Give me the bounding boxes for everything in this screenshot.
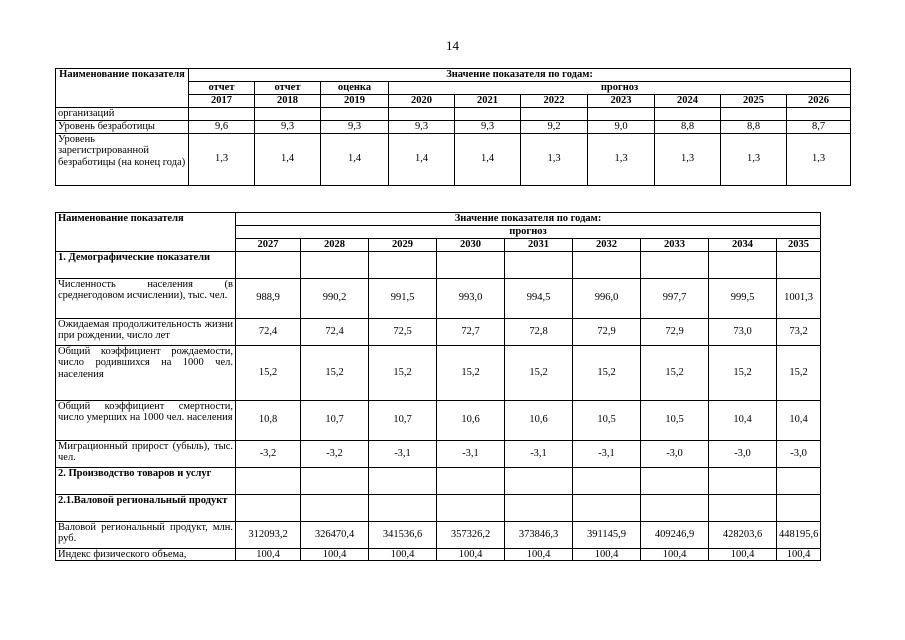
year-header: 2031 — [505, 238, 573, 251]
value-cell: 72,7 — [437, 318, 505, 345]
row-name: Общий коэффициент смертности, число умерших на 1000 чел. населения — [56, 400, 236, 440]
value-cell: 391145,9 — [573, 521, 641, 548]
value-cell: 326470,4 — [301, 521, 369, 548]
value-cell: 997,7 — [641, 278, 709, 318]
value-cell: 1,4 — [455, 133, 521, 185]
value-cell — [437, 251, 505, 278]
section-row — [56, 251, 821, 278]
value-cell — [777, 467, 821, 494]
value-cell: 15,2 — [369, 345, 437, 400]
value-cell: 100,4 — [573, 548, 641, 561]
year-header: 2027 — [236, 238, 301, 251]
value-cell: 1001,3 — [777, 278, 821, 318]
indicators-table-2027-2035 — [55, 212, 821, 561]
value-cell — [455, 107, 521, 120]
year-header: 2018 — [255, 94, 321, 107]
year-header: 2033 — [641, 238, 709, 251]
value-cell: -3,1 — [369, 440, 437, 467]
value-cell: 10,6 — [505, 400, 573, 440]
col-type: отчет — [255, 82, 321, 95]
value-cell: 8,8 — [655, 120, 721, 133]
value-cell: -3,2 — [236, 440, 301, 467]
year-header: 2024 — [655, 94, 721, 107]
year-header: 2026 — [787, 94, 851, 107]
row-name: Общий коэффициент рождаемости, число родившихся на 1000 чел. населения — [56, 345, 236, 400]
value-cell: 9,3 — [321, 120, 389, 133]
year-header: 2028 — [301, 238, 369, 251]
year-header: 2023 — [588, 94, 655, 107]
value-cell: 994,5 — [505, 278, 573, 318]
value-cell: 15,2 — [437, 345, 505, 400]
value-cell: 1,3 — [588, 133, 655, 185]
value-cell: 72,5 — [369, 318, 437, 345]
value-cell: 15,2 — [641, 345, 709, 400]
value-cell: 100,4 — [709, 548, 777, 561]
name-header: Наименование показателя — [56, 69, 189, 108]
value-cell: 1,4 — [321, 133, 389, 185]
row-name: Уровень безработицы — [56, 120, 189, 133]
year-header: 2035 — [777, 238, 821, 251]
value-cell — [437, 494, 505, 521]
value-cell: 341536,6 — [369, 521, 437, 548]
value-cell — [301, 467, 369, 494]
name-header: Наименование показателя — [56, 213, 236, 252]
value-cell — [709, 494, 777, 521]
table-row — [56, 440, 821, 467]
value-cell: 8,8 — [721, 120, 787, 133]
value-cell: 1,3 — [521, 133, 588, 185]
value-cell: 9,2 — [521, 120, 588, 133]
value-cell: -3,0 — [709, 440, 777, 467]
value-cell: 15,2 — [777, 345, 821, 400]
row-name: Ожидаемая продолжительность жизни при рождении, число лет — [56, 318, 236, 345]
value-cell: 15,2 — [505, 345, 573, 400]
row-name: Индекс физического объема, — [56, 548, 236, 561]
value-cell: 9,6 — [189, 120, 255, 133]
year-header: 2022 — [521, 94, 588, 107]
row-name: организаций — [56, 107, 189, 120]
forecast-label: прогноз — [389, 82, 851, 95]
col-type: оценка — [321, 82, 389, 95]
year-header: 2030 — [437, 238, 505, 251]
value-cell: 428203,6 — [709, 521, 777, 548]
value-cell: 9,0 — [588, 120, 655, 133]
value-cell: -3,0 — [641, 440, 709, 467]
table-row — [56, 548, 821, 561]
value-cell: 988,9 — [236, 278, 301, 318]
year-header: 2019 — [321, 94, 389, 107]
value-cell — [573, 467, 641, 494]
value-cell — [236, 494, 301, 521]
value-cell: 10,5 — [573, 400, 641, 440]
value-cell: 10,6 — [437, 400, 505, 440]
value-cell: 409246,9 — [641, 521, 709, 548]
value-cell: 10,8 — [236, 400, 301, 440]
table-row — [56, 345, 821, 400]
table-row — [56, 278, 821, 318]
value-cell — [573, 251, 641, 278]
value-cell: 72,4 — [236, 318, 301, 345]
value-cell: 9,3 — [455, 120, 521, 133]
value-cell: 373846,3 — [505, 521, 573, 548]
value-cell: 990,2 — [301, 278, 369, 318]
value-cell: 15,2 — [236, 345, 301, 400]
value-cell — [521, 107, 588, 120]
table-row — [56, 133, 851, 185]
value-cell: 100,4 — [301, 548, 369, 561]
value-cell: 73,0 — [709, 318, 777, 345]
value-cell — [777, 494, 821, 521]
value-cell: 1,3 — [787, 133, 851, 185]
value-cell: 357326,2 — [437, 521, 505, 548]
row-name: Уровень зарегистрированной безработицы (на конец года) — [56, 133, 189, 185]
value-cell — [721, 107, 787, 120]
page-number: 14 — [446, 38, 459, 53]
value-cell — [641, 251, 709, 278]
value-cell: 15,2 — [709, 345, 777, 400]
value-cell: 1,3 — [189, 133, 255, 185]
value-cell: 10,4 — [777, 400, 821, 440]
value-cell: 72,9 — [641, 318, 709, 345]
value-cell: 100,4 — [505, 548, 573, 561]
table-row — [56, 521, 821, 548]
value-cell — [389, 107, 455, 120]
table-row — [56, 400, 821, 440]
value-cell — [301, 494, 369, 521]
value-cell — [255, 107, 321, 120]
year-header: 2021 — [455, 94, 521, 107]
value-cell: 991,5 — [369, 278, 437, 318]
value-cell: 100,4 — [777, 548, 821, 561]
value-cell — [369, 467, 437, 494]
value-cell — [189, 107, 255, 120]
value-cell: 73,2 — [777, 318, 821, 345]
value-cell: 100,4 — [641, 548, 709, 561]
value-cell: 9,3 — [389, 120, 455, 133]
value-cell: 72,8 — [505, 318, 573, 345]
value-cell: 72,4 — [301, 318, 369, 345]
col-type: отчет — [189, 82, 255, 95]
value-cell: 993,0 — [437, 278, 505, 318]
year-header: 2020 — [389, 94, 455, 107]
value-cell — [301, 251, 369, 278]
value-cell — [236, 467, 301, 494]
value-cell — [573, 494, 641, 521]
value-cell — [321, 107, 389, 120]
indicators-table-2017-2026 — [55, 68, 851, 186]
value-cell: 72,9 — [573, 318, 641, 345]
value-cell — [505, 251, 573, 278]
year-header: 2017 — [189, 94, 255, 107]
value-cell — [369, 251, 437, 278]
value-cell — [369, 494, 437, 521]
table-row — [56, 120, 851, 133]
value-header: Значение показателя по годам: — [189, 69, 851, 82]
value-cell: 10,7 — [369, 400, 437, 440]
row-name: Валовой региональный продукт, млн. руб. — [56, 521, 236, 548]
value-cell — [787, 107, 851, 120]
value-cell: 996,0 — [573, 278, 641, 318]
value-cell: -3,1 — [505, 440, 573, 467]
value-cell: 15,2 — [301, 345, 369, 400]
value-cell: -3,1 — [437, 440, 505, 467]
year-header: 2025 — [721, 94, 787, 107]
value-cell: 1,4 — [255, 133, 321, 185]
value-cell — [505, 494, 573, 521]
value-cell: 100,4 — [236, 548, 301, 561]
value-cell — [655, 107, 721, 120]
value-cell: -3,1 — [573, 440, 641, 467]
section-row — [56, 467, 821, 494]
value-cell — [505, 467, 573, 494]
value-cell: 10,4 — [709, 400, 777, 440]
value-cell — [709, 251, 777, 278]
year-header: 2034 — [709, 238, 777, 251]
value-cell — [777, 251, 821, 278]
row-name: Миграционный прирост (убыль), тыс. чел. — [56, 440, 236, 467]
value-cell: 999,5 — [709, 278, 777, 318]
value-cell — [709, 467, 777, 494]
value-cell: 100,4 — [369, 548, 437, 561]
value-cell — [437, 467, 505, 494]
value-cell: 1,3 — [721, 133, 787, 185]
table-row — [56, 318, 821, 345]
value-cell: 100,4 — [437, 548, 505, 561]
value-cell: 15,2 — [573, 345, 641, 400]
row-name: Численность населения (в среднегодовом исчислении), тыс. чел. — [56, 278, 236, 318]
value-cell: 448195,6 — [777, 521, 821, 548]
value-cell: 10,5 — [641, 400, 709, 440]
section-title: 2. Производство товаров и услуг — [56, 467, 236, 494]
value-cell: 8,7 — [787, 120, 851, 133]
value-cell: 312093,2 — [236, 521, 301, 548]
value-cell: -3,0 — [777, 440, 821, 467]
value-cell — [236, 251, 301, 278]
value-cell — [641, 494, 709, 521]
year-header: 2029 — [369, 238, 437, 251]
forecast-label: прогноз — [236, 226, 821, 239]
value-cell — [588, 107, 655, 120]
value-header: Значение показателя по годам: — [236, 213, 821, 226]
value-cell: 1,3 — [655, 133, 721, 185]
value-cell: 10,7 — [301, 400, 369, 440]
value-cell: -3,2 — [301, 440, 369, 467]
table-row — [56, 107, 851, 120]
year-header: 2032 — [573, 238, 641, 251]
section-row — [56, 494, 821, 521]
section-title: 1. Демографические показатели — [56, 251, 236, 278]
section-title: 2.1.Валовой региональный продукт — [56, 494, 236, 521]
value-cell: 9,3 — [255, 120, 321, 133]
value-cell: 1,4 — [389, 133, 455, 185]
value-cell — [641, 467, 709, 494]
